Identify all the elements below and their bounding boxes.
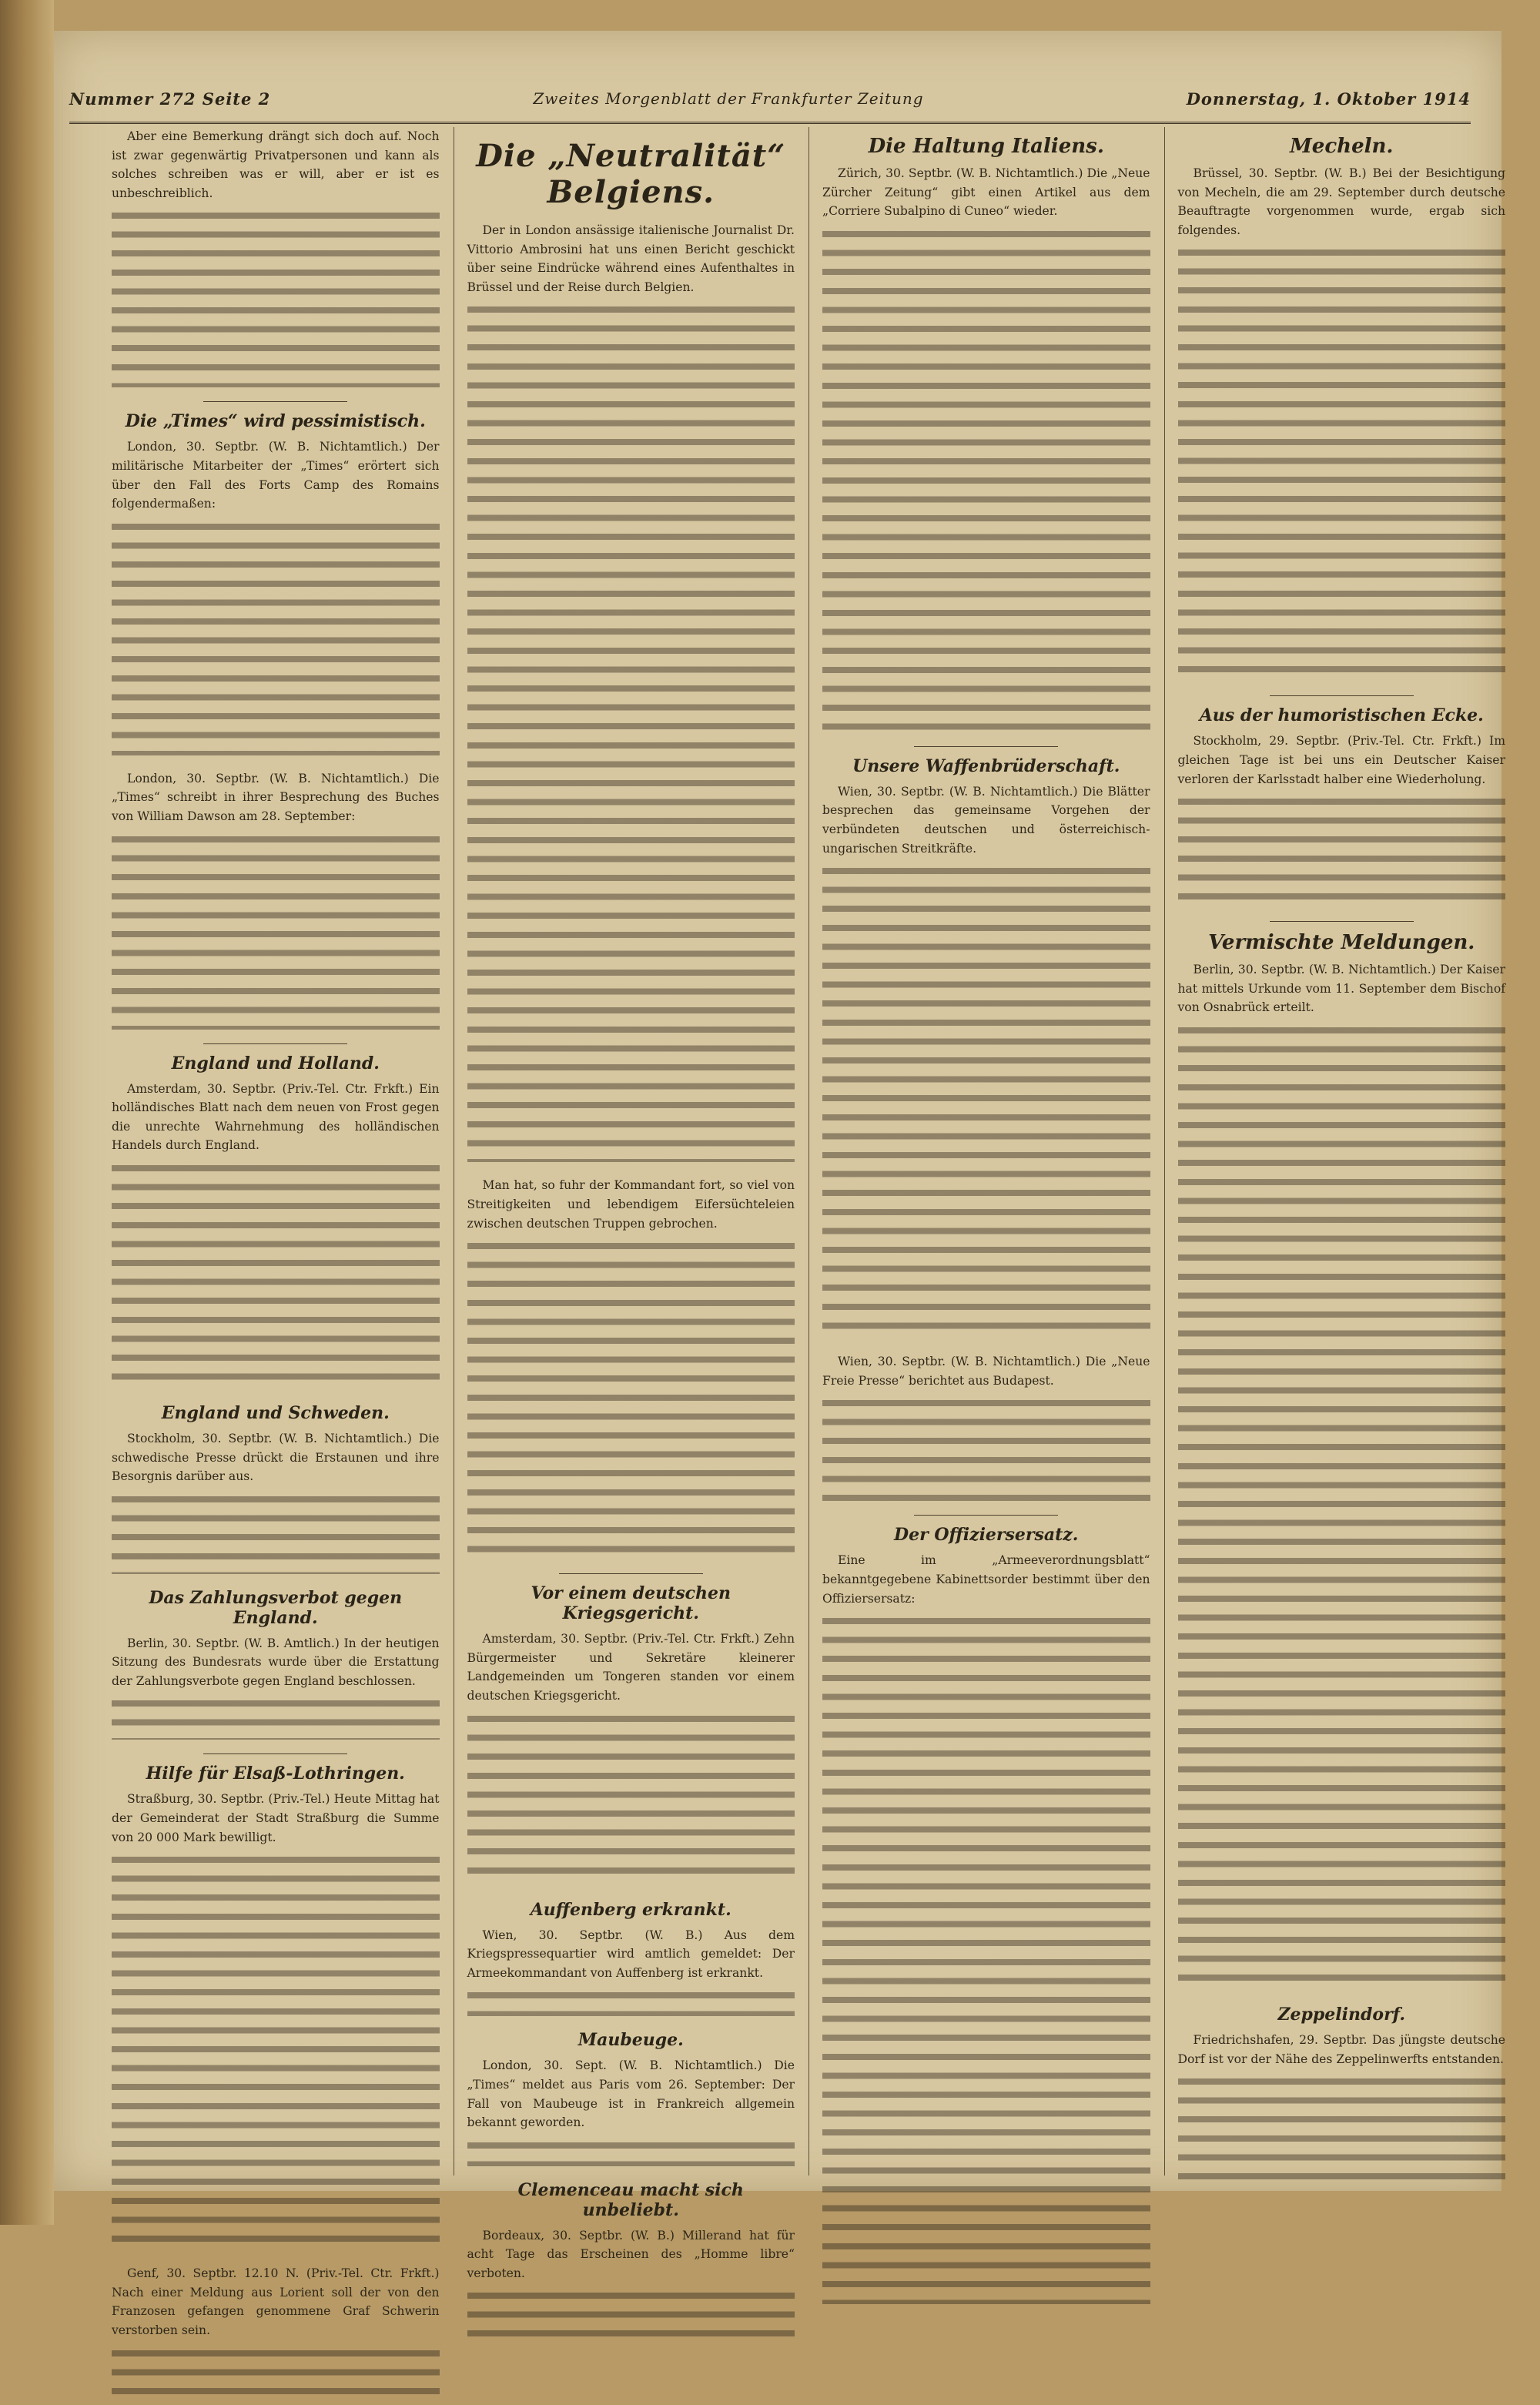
article-headline: Der Offiziersersatz. bbox=[894, 1525, 1079, 1546]
column-1 bbox=[112, 127, 440, 2338]
issue-date: Donnerstag, 1. Oktober 1914 bbox=[1186, 89, 1471, 109]
article bbox=[467, 138, 795, 1162]
article-headline: Hilfe für Elsaß-Lothringen. bbox=[146, 1764, 405, 1784]
article-headline: Die Haltung Italiens. bbox=[868, 135, 1104, 158]
divider bbox=[1270, 695, 1414, 696]
article-text: London, 30. Sept. (W. B. Nichtamtlich.) Die „Times“ meldet aus Paris vom 26. September: Der Fall von Maubeuge ist in Frankreich allgemein bekannt geworden. bbox=[467, 2058, 795, 2130]
article-body-lines bbox=[112, 517, 440, 755]
article-body-lines bbox=[112, 829, 440, 1030]
article-text: Straßburg, 30. Septbr. (Priv.-Tel.) Heute Mittag hat der Gemeinderat der Stadt Straßburg die Summe von 20 000 Mark bewilligt. bbox=[112, 1792, 440, 1844]
article bbox=[822, 135, 1150, 732]
article bbox=[112, 411, 440, 755]
article-headline: Aus der humoristischen Ecke. bbox=[1199, 705, 1484, 726]
column-3 bbox=[822, 127, 1150, 2176]
article-text: Friedrichshafen, 29. Septbr. Das jüngste deutsche Dorf ist vor der Nähe des Zeppelinwerfts entstanden. bbox=[1177, 2032, 1505, 2066]
article-text: Man hat, so fuhr der Kommandant fort, so viel von Streitigkeiten und lebendigem Eifersüchteleien zwischen deutschen Truppen gebrochen. bbox=[467, 1178, 795, 1231]
article bbox=[1178, 931, 1506, 1991]
article bbox=[1178, 135, 1506, 682]
article-text: Stockholm, 30. Septbr. (W. B. Nichtamtlich.) Die schwedische Presse drückt die Erstaunen und ihre Besorgnis darüber aus. bbox=[112, 1431, 440, 1484]
article-text: Bordeaux, 30. Septbr. (W. B.) Millerand hat für acht Tage das Erscheinen des „Homme libre“ verboten. bbox=[467, 2228, 795, 2280]
article bbox=[822, 1352, 1150, 1501]
newspaper-title: Zweites Morgenblatt der Frankfurter Zeitung bbox=[533, 89, 924, 108]
article bbox=[112, 1403, 440, 1574]
article-body-lines bbox=[467, 1709, 795, 1886]
article-text: Zürich, 30. Septbr. (W. B. Nichtamtlich.) Die „Neue Zürcher Zeitung“ gibt einen Artikel aus dem „Corriere Subalpino di Cuneo“ wieder. bbox=[822, 166, 1150, 219]
article-headline: Vor einem deutschen Kriegsgericht. bbox=[531, 1583, 732, 1624]
article-body-lines bbox=[1178, 2072, 1506, 2179]
article-headline: Mecheln. bbox=[1290, 135, 1394, 158]
article-text: Genf, 30. Septbr. 12.10 N. (Priv.-Tel. Ctr. Frkft.) Nach einer Meldung aus Lorient soll der von den Franzosen gefangen genommene Graf Schwerin verstorben sein. bbox=[112, 2266, 440, 2338]
article bbox=[112, 1764, 440, 2250]
article-body-lines bbox=[112, 206, 440, 387]
article-body-lines bbox=[467, 2135, 795, 2166]
divider bbox=[914, 1515, 1058, 1516]
article bbox=[112, 1588, 440, 1740]
article-text: Berlin, 30. Septbr. (W. B. Nichtamtlich.) Der Kaiser hat mittels Urkunde vom 11. September dem Bischof von Osnabrück erteilt. bbox=[1177, 963, 1505, 1015]
article-body-lines bbox=[822, 1611, 1150, 2304]
article bbox=[822, 1525, 1150, 2304]
article-headline: Zeppelindorf. bbox=[1277, 2004, 1405, 2025]
article-text: Berlin, 30. Septbr. (W. B. Amtlich.) In der heutigen Sitzung des Bundesrats wurde über die Erstattung der Zahlungsverbote gegen England beschlossen. bbox=[112, 1636, 440, 1688]
column-2 bbox=[467, 127, 795, 2280]
article-text: Wien, 30. Septbr. (W. B. Nichtamtlich.) Die „Neue Freie Presse“ berichtet aus Budapest. bbox=[822, 1355, 1150, 1388]
article bbox=[467, 1583, 795, 1885]
article bbox=[467, 2180, 795, 2348]
column-4 bbox=[1178, 127, 1506, 2176]
divider bbox=[203, 1043, 347, 1044]
divider bbox=[559, 1573, 703, 1574]
article bbox=[1178, 2005, 1506, 2179]
book-binding-edge bbox=[0, 0, 54, 2225]
divider bbox=[1270, 921, 1414, 922]
article bbox=[112, 127, 440, 387]
article-text: Brüssel, 30. Septbr. (W. B.) Bei der Besichtigung von Mecheln, die am 29. September durch deutsche Beauftragte vorgenommen wurde, ergab sich folgendes. bbox=[1177, 166, 1505, 237]
article-body-lines bbox=[1178, 792, 1506, 907]
article-headline: Maubeuge. bbox=[578, 2030, 684, 2051]
article-body-lines bbox=[467, 1985, 795, 2016]
article-body-lines bbox=[467, 300, 795, 1162]
article-headline: Die „Times“ wird pessimistisch. bbox=[125, 411, 426, 432]
article-headline: Das Zahlungsverbot gegen England. bbox=[149, 1587, 403, 1628]
article-body-lines bbox=[822, 861, 1150, 1338]
article-headline: Unsere Waffenbrüderschaft. bbox=[852, 755, 1120, 776]
article-body-lines bbox=[112, 1693, 440, 1740]
divider bbox=[203, 401, 347, 402]
article-text: Der in London ansässige italienische Journalist Dr. Vittorio Ambrosini hat uns einen Bericht geschickt über seine Eindrücke während eines Aufenthaltes in Brüssel und der Reise durch Belgien. bbox=[467, 223, 795, 294]
issue-and-page: Nummer 272 Seite 2 bbox=[69, 89, 271, 109]
article-text: Amsterdam, 30. Septbr. (Priv.-Tel. Ctr. Frkft.) Zehn Bürgermeister und Sekretäre kleinerer Landgemeinden um Tongeren standen vor einem deutschen Kriegsgericht. bbox=[467, 1632, 795, 1703]
article-text: London, 30. Septbr. (W. B. Nichtamtlich.) Die „Times“ schreibt in ihrer Besprechung des Buches von William Dawson am 28. September: bbox=[112, 771, 440, 823]
article-text: Aber eine Bemerkung drängt sich doch auf. Noch ist zwar gegenwärtig Privatpersonen und kann als solches schreiben was er will, aber er ist es unbeschreiblich. bbox=[112, 129, 440, 200]
article bbox=[822, 756, 1150, 1338]
article bbox=[1178, 705, 1506, 907]
article-body-lines bbox=[112, 2343, 440, 2405]
article-body-lines bbox=[822, 1393, 1150, 1501]
article bbox=[467, 1176, 795, 1559]
article bbox=[467, 2030, 795, 2166]
article-body-lines bbox=[112, 1158, 440, 1389]
article bbox=[467, 1900, 795, 2017]
masthead bbox=[69, 75, 1471, 124]
article-body-lines bbox=[467, 2286, 795, 2347]
article-columns bbox=[112, 127, 1505, 2338]
article-text: Wien, 30. Septbr. (W. B. Nichtamtlich.) Die Blätter besprechen das gemeinsame Vorgehen der verbündeten deutschen und österreichisch-ungarischen Streitkräfte. bbox=[822, 784, 1150, 856]
article-headline: Clemenceau macht sich unbeliebt. bbox=[517, 2179, 744, 2220]
article-body-lines bbox=[1178, 243, 1506, 682]
article-body-lines bbox=[112, 1850, 440, 2250]
article-text: Amsterdam, 30. Septbr. (Priv.-Tel. Ctr. Frkft.) Ein holländisches Blatt nach dem neuen von Frost gegen die unrechte Wahrnehmung des holländischen Handels durch England. bbox=[112, 1081, 440, 1153]
article bbox=[112, 2264, 440, 2404]
article-headline: Auffenberg erkrankt. bbox=[530, 1899, 732, 1920]
article-body-lines bbox=[112, 1489, 440, 1574]
article-body-lines bbox=[1178, 1020, 1506, 1991]
article-text: Eine im „Armeeverordnungsblatt“ bekanntgegebene Kabinettsorder bestimmt über den Offiziersersatz: bbox=[822, 1553, 1150, 1606]
article-body-lines bbox=[822, 224, 1150, 732]
lead-headline: Die „Neutralität“ Belgiens. bbox=[476, 138, 786, 210]
article-text: Stockholm, 29. Septbr. (Priv.-Tel. Ctr. Frkft.) Im gleichen Tage ist bei uns ein Deutscher Kaiser verloren der Karlsstadt halber eine Wiederholung. bbox=[1177, 734, 1505, 786]
article-headline: Vermischte Meldungen. bbox=[1208, 931, 1475, 955]
article bbox=[112, 1053, 440, 1389]
article-body-lines bbox=[467, 1236, 795, 1559]
article-headline: England und Holland. bbox=[171, 1053, 380, 1074]
article-text: Wien, 30. Septbr. (W. B.) Aus dem Kriegspressequartier wird amtlich gemeldet: Der Armeekommandant von Auffenberg ist erkrankt. bbox=[467, 1928, 795, 1980]
article bbox=[112, 769, 440, 1030]
divider bbox=[914, 746, 1058, 747]
article-headline: England und Schweden. bbox=[161, 1402, 390, 1423]
article-text: London, 30. Septbr. (W. B. Nichtamtlich.) Der militärische Mitarbeiter der „Times“ erörtert sich über den Fall des Forts Camp des Romains folgendermaßen: bbox=[112, 440, 440, 511]
